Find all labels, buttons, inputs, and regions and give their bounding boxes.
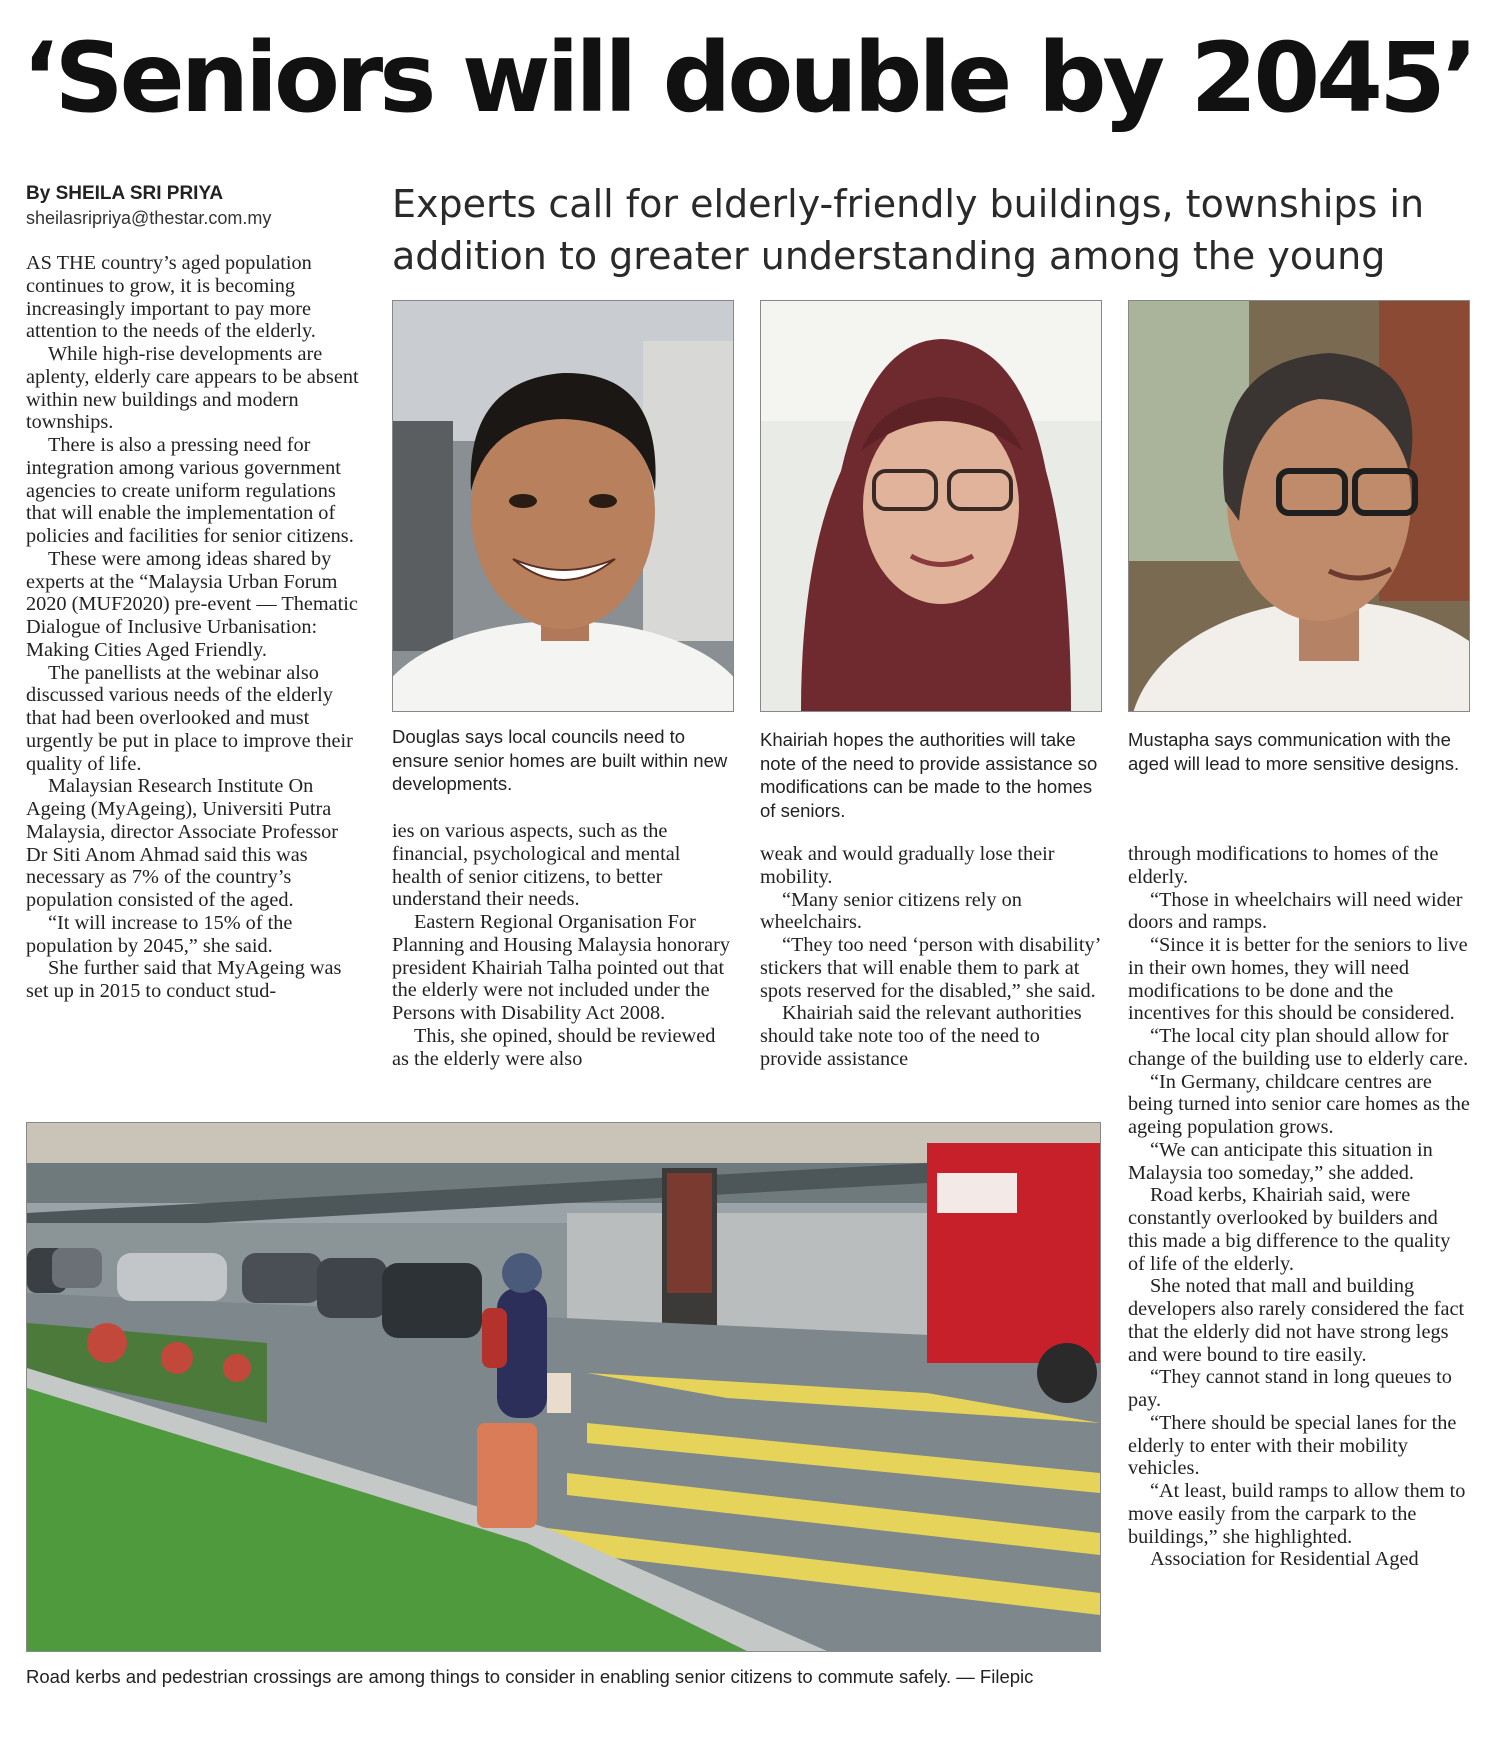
paragraph: AS THE country’s aged population continues to grow, it is becoming increasingly important to pay more attention to the needs of the elderly. <box>26 252 316 343</box>
portrait-douglas-image <box>393 301 733 711</box>
paragraph: Malaysian Research Institute On Ageing (MyAgeing), Universiti Putra Malaysia, director Associate Professor Dr Siti Anom Ahmad said this was necessary as 7% of the country’s population consisted of the aged. <box>26 775 339 911</box>
paragraph: Road kerbs, Khairiah said, were constantly overlooked by builders and this made a big difference to the quality of life of the elderly. <box>1128 1184 1451 1275</box>
portrait-mustapha <box>1128 300 1470 712</box>
author-email: sheilasripriya@thestar.com.my <box>26 208 272 228</box>
street-scene-image <box>27 1123 1100 1651</box>
paragraph: These were among ideas shared by experts at the “Malaysia Urban Forum 2020 (MUF2020) pre-event — Thematic Dialogue of Inclusive Urbanisation: Making Cities Aged Friendly. <box>26 547 358 661</box>
article-column-3 <box>760 843 1102 1071</box>
paragraph: “We can anticipate this situation in Malaysia too someday,” she added. <box>1128 1138 1433 1184</box>
paragraph: “The local city plan should allow for change of the building use to elderly care. <box>1128 1025 1469 1070</box>
paragraph: She further said that MyAgeing was set up in 2015 to conduct stud- <box>26 957 342 1002</box>
article-column-2 <box>392 820 734 1070</box>
headline: ‘Seniors will double by 2045’ <box>22 22 1475 134</box>
portrait-khairiah <box>760 300 1102 712</box>
paragraph: Eastern Regional Organisation For Planning and Housing Malaysia honorary president Khairiah Talha pointed out that the elderly were not included under the Persons with Disability Act 2008. <box>392 911 730 1024</box>
article-column-4 <box>1128 843 1470 1571</box>
paragraph: “At least, build ramps to allow them to move easily from the carpark to the buildings,” she highlighted. <box>1128 1480 1466 1548</box>
paragraph: This, she opined, should be reviewed as the elderly were also <box>392 1024 716 1070</box>
paragraph: “It will increase to 15% of the population by 2045,” she said. <box>26 911 293 957</box>
paragraph: Khairiah said the relevant authorities should take note too of the need to provide assistance <box>760 1002 1082 1070</box>
byline: By SHEILA SRI PRIYA <box>26 183 224 204</box>
paragraph: through modifications to homes of the elderly. <box>1128 843 1439 888</box>
paragraph: weak and would gradually lose their mobility. <box>760 843 1055 888</box>
paragraph: “They too need ‘person with disability’ stickers that will enable them to park at spots reserved for the disabled,” she said. <box>760 934 1100 1002</box>
paragraph: Association for Residential Aged <box>1150 1548 1419 1571</box>
paragraph: ies on various aspects, such as the financial, psychological and mental health of senior citizens, to better understand their needs. <box>392 820 681 911</box>
paragraph: “Since it is better for the seniors to live in their own homes, they will need modifications to be done and the incentives for this should be considered. <box>1128 934 1468 1025</box>
paragraph: “Those in wheelchairs will need wider doors and ramps. <box>1128 888 1463 934</box>
paragraph: She noted that mall and building developers also rarely considered the fact that the elderly did not have strong legs and were bound to tire easily. <box>1128 1275 1465 1366</box>
paragraph: There is also a pressing need for integration among various government agencies to create uniform regulations that will enable the implementation of policies and facilities for senior citizens. <box>26 434 354 547</box>
paragraph: “There should be special lanes for the elderly to enter with their mobility vehicles. <box>1128 1411 1457 1480</box>
portrait-douglas <box>392 300 734 712</box>
paragraph: The panellists at the webinar also discussed various needs of the elderly that had been overlooked and must urgently be put in place to improve their quality of life. <box>26 661 353 775</box>
portrait-khairiah-image <box>761 301 1101 711</box>
street-photo <box>26 1122 1101 1652</box>
subheadline: Experts call for elderly-friendly buildings, townships in addition to greater understanding among the young <box>392 182 1425 278</box>
portrait-mustapha-image <box>1129 301 1469 711</box>
caption-douglas: Douglas says local councils need to ensure senior homes are built within new developments. <box>392 726 728 794</box>
paragraph: “Many senior citizens rely on wheelchairs. <box>760 888 1022 934</box>
paragraph: While high-rise developments are aplenty, elderly care appears to be absent within new buildings and modern townships. <box>26 343 359 434</box>
paragraph: “In Germany, childcare centres are being turned into senior care homes as the ageing population grows. <box>1128 1070 1470 1138</box>
street-photo-caption: Road kerbs and pedestrian crossings are among things to consider in enabling senior citizens to commute safely. — Filepic <box>26 1666 1034 1687</box>
caption-khairiah: Khairiah hopes the authorities will take note of the need to provide assistance so modifications can be made to the homes of seniors. <box>760 729 1098 821</box>
paragraph: “They cannot stand in long queues to pay. <box>1128 1366 1452 1411</box>
caption-mustapha: Mustapha says communication with the aged will lead to more sensitive designs. <box>1128 729 1460 774</box>
article-column-1 <box>26 252 362 1003</box>
